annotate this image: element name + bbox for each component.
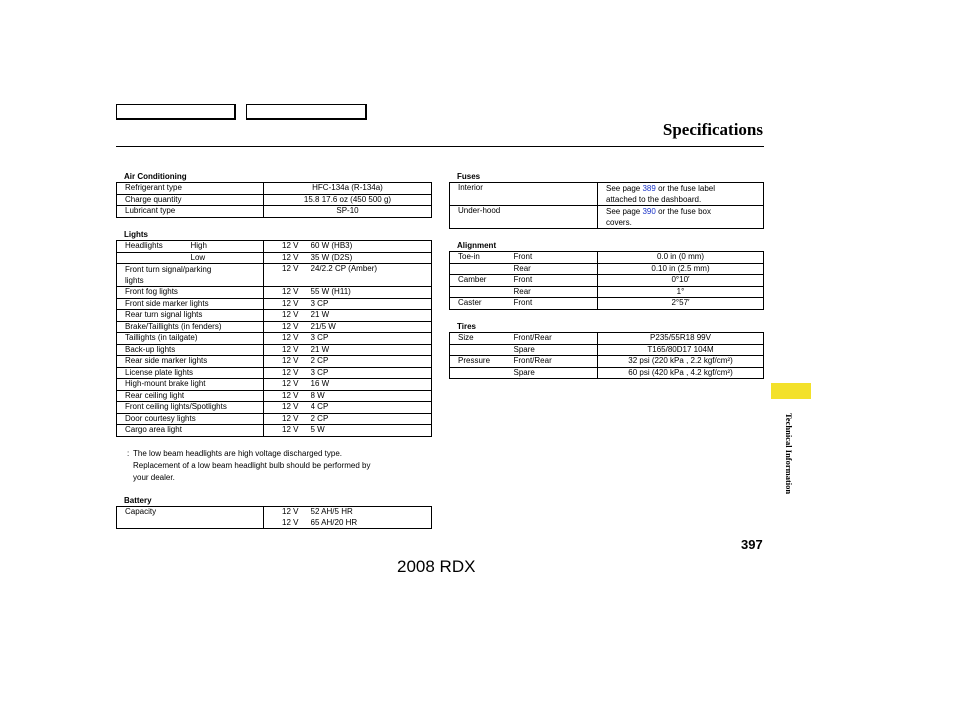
table-row [450,333,764,345]
light-rating: 60 W (HB3) [311,241,432,253]
light-name: Rear turn signal lights [117,310,264,322]
light-name: License plate lights [117,367,264,379]
table-row [117,507,432,518]
tire-position: Spare [514,344,598,356]
light-rating: 2 CP [311,356,432,368]
table-row [450,367,764,379]
tire-position: Front/Rear [514,356,598,368]
fuse-text: See page [606,184,643,193]
tire-value: T165/80D17 104M [598,344,764,356]
tire-value: P235/55R18 99V [598,333,764,345]
alignment-name [450,286,514,298]
light-name: Front turn signal/parking lights [117,264,264,287]
light-voltage: 12 V [264,356,311,368]
page-number: 397 [741,537,763,552]
battery-rating: 65 AH/20 HR [311,518,432,529]
light-voltage: 12 V [264,390,311,402]
alignment-value: 0.0 in (0 mm) [598,252,764,264]
light-rating: 21 W [311,310,432,322]
table-row [117,287,432,299]
light-voltage: 12 V [264,402,311,414]
fuse-text: See page [606,207,643,216]
alignment-name: Camber [450,275,514,287]
fuse-text: or the fuse box [655,207,711,216]
fuses-table [449,182,764,229]
light-name: Brake/Taillights (in fenders) [117,321,264,333]
alignment-position: Front [514,252,598,264]
table-row [450,206,764,229]
table-row [450,356,764,368]
fuse-location [598,183,764,206]
tire-position: Spare [514,367,598,379]
tires-heading: Tires [457,322,476,331]
alignment-name: Toe-in [450,252,514,264]
battery-table [116,506,432,529]
fuse-location [598,206,764,229]
low-beam-note [127,448,437,484]
tire-name [450,344,514,356]
light-voltage: 12 V [264,321,311,333]
fuse-text: attached to the dashboard. [606,195,702,204]
fuse-text: or the fuse label [655,184,715,193]
light-name: Rear side marker lights [117,356,264,368]
table-row [450,286,764,298]
table-row [117,356,432,368]
fuse-label: Interior [450,183,598,206]
light-rating: 24/2.2 CP (Amber) [311,264,432,287]
alignment-heading: Alignment [457,241,497,250]
table-row [117,241,432,253]
light-name: Headlights [117,241,191,253]
table-row [117,333,432,345]
lights-heading: Lights [124,230,148,239]
alignment-position: Rear [514,286,598,298]
battery-voltage: 12 V [264,518,311,529]
table-row [450,344,764,356]
light-voltage: 12 V [264,287,311,299]
ac-value: SP-10 [264,206,432,218]
tire-value: 32 psi (220 kPa , 2.2 kgf/cm²) [598,356,764,368]
light-voltage: 12 V [264,310,311,322]
table-row [117,321,432,333]
alignment-value: 0.10 in (2.5 mm) [598,263,764,275]
table-row [117,252,432,264]
fuse-text: covers. [606,218,632,227]
light-rating: 3 CP [311,298,432,310]
table-row [117,264,432,287]
light-voltage: 12 V [264,298,311,310]
light-name: High-mount brake light [117,379,264,391]
tire-name: Size [450,333,514,345]
table-row [117,206,432,218]
light-sub: High [191,241,264,253]
light-voltage: 12 V [264,241,311,253]
tire-value: 60 psi (420 kPa , 4.2 kgf/cm²) [598,367,764,379]
tire-position: Front/Rear [514,333,598,345]
light-rating: 8 W [311,390,432,402]
nav-button-1[interactable] [116,104,236,120]
table-row [450,183,764,206]
table-row [117,402,432,414]
table-row [450,263,764,275]
alignment-position: Front [514,298,598,310]
air-conditioning-table [116,182,432,218]
light-voltage: 12 V [264,252,311,264]
table-row [117,379,432,391]
alignment-table [449,251,764,310]
light-rating: 2 CP [311,413,432,425]
table-row [450,252,764,264]
light-rating: 35 W (D2S) [311,252,432,264]
tire-name [450,367,514,379]
note-line: The low beam headlights are high voltage discharged type. [133,449,343,458]
side-section-text: Technical Information [784,413,794,495]
table-row [117,298,432,310]
lights-table [116,240,432,437]
page-link-389[interactable]: 389 [642,184,656,193]
light-rating: 4 CP [311,402,432,414]
air-conditioning-heading: Air Conditioning [124,172,187,181]
alignment-value: 0°10′ [598,275,764,287]
tire-name: Pressure [450,356,514,368]
light-rating: 5 W [311,425,432,437]
note-mark: : [127,449,130,458]
alignment-value: 2°57′ [598,298,764,310]
light-name [117,252,191,264]
table-row [117,367,432,379]
side-section-label [784,413,794,495]
fuses-heading: Fuses [457,172,481,181]
alignment-name: Caster [450,298,514,310]
light-name: Cargo area light [117,425,264,437]
light-voltage: 12 V [264,264,311,287]
alignment-name [450,263,514,275]
table-row [117,183,432,195]
section-tab[interactable] [771,383,811,399]
light-voltage: 12 V [264,413,311,425]
title-divider [116,146,764,147]
ac-label: Lubricant type [117,206,264,218]
tires-table [449,332,764,379]
battery-rating: 52 AH/5 HR [311,507,432,518]
table-row [450,275,764,287]
light-voltage: 12 V [264,425,311,437]
ac-label: Refrigerant type [117,183,264,195]
light-name: Door courtesy lights [117,413,264,425]
table-row [117,425,432,437]
light-rating: 21 W [311,344,432,356]
note-line: your dealer. [133,473,175,482]
light-rating: 3 CP [311,367,432,379]
table-row [117,310,432,322]
light-name: Front fog lights [117,287,264,299]
note-line: Replacement of a low beam headlight bulb should be performed by [133,461,371,470]
ac-value: 15.8 17.6 oz (450 500 g) [264,194,432,206]
table-row [450,298,764,310]
table-row [117,413,432,425]
light-voltage: 12 V [264,344,311,356]
light-voltage: 12 V [264,379,311,391]
footer-model: 2008 RDX [397,557,476,576]
light-name: Back-up lights [117,344,264,356]
alignment-position: Front [514,275,598,287]
page-title: Specifications [662,120,763,139]
battery-heading: Battery [124,496,152,505]
light-rating: 21/5 W [311,321,432,333]
fuse-label: Under-hood [450,206,598,229]
page-link-390[interactable]: 390 [642,207,656,216]
light-voltage: 12 V [264,367,311,379]
battery-label: Capacity [117,507,264,529]
table-row [117,194,432,206]
table-row [117,344,432,356]
light-name: Rear ceiling light [117,390,264,402]
light-name: Taillights (in tailgate) [117,333,264,345]
light-rating: 16 W [311,379,432,391]
alignment-value: 1° [598,286,764,298]
battery-voltage: 12 V [264,507,311,518]
light-sub: Low [191,252,264,264]
alignment-position: Rear [514,263,598,275]
light-rating: 55 W (H11) [311,287,432,299]
light-name: Front ceiling lights/Spotlights [117,402,264,414]
light-rating: 3 CP [311,333,432,345]
ac-label: Charge quantity [117,194,264,206]
nav-button-2[interactable] [246,104,367,120]
ac-value: HFC-134a (R-134a) [264,183,432,195]
light-name: Front side marker lights [117,298,264,310]
light-voltage: 12 V [264,333,311,345]
table-row [117,390,432,402]
